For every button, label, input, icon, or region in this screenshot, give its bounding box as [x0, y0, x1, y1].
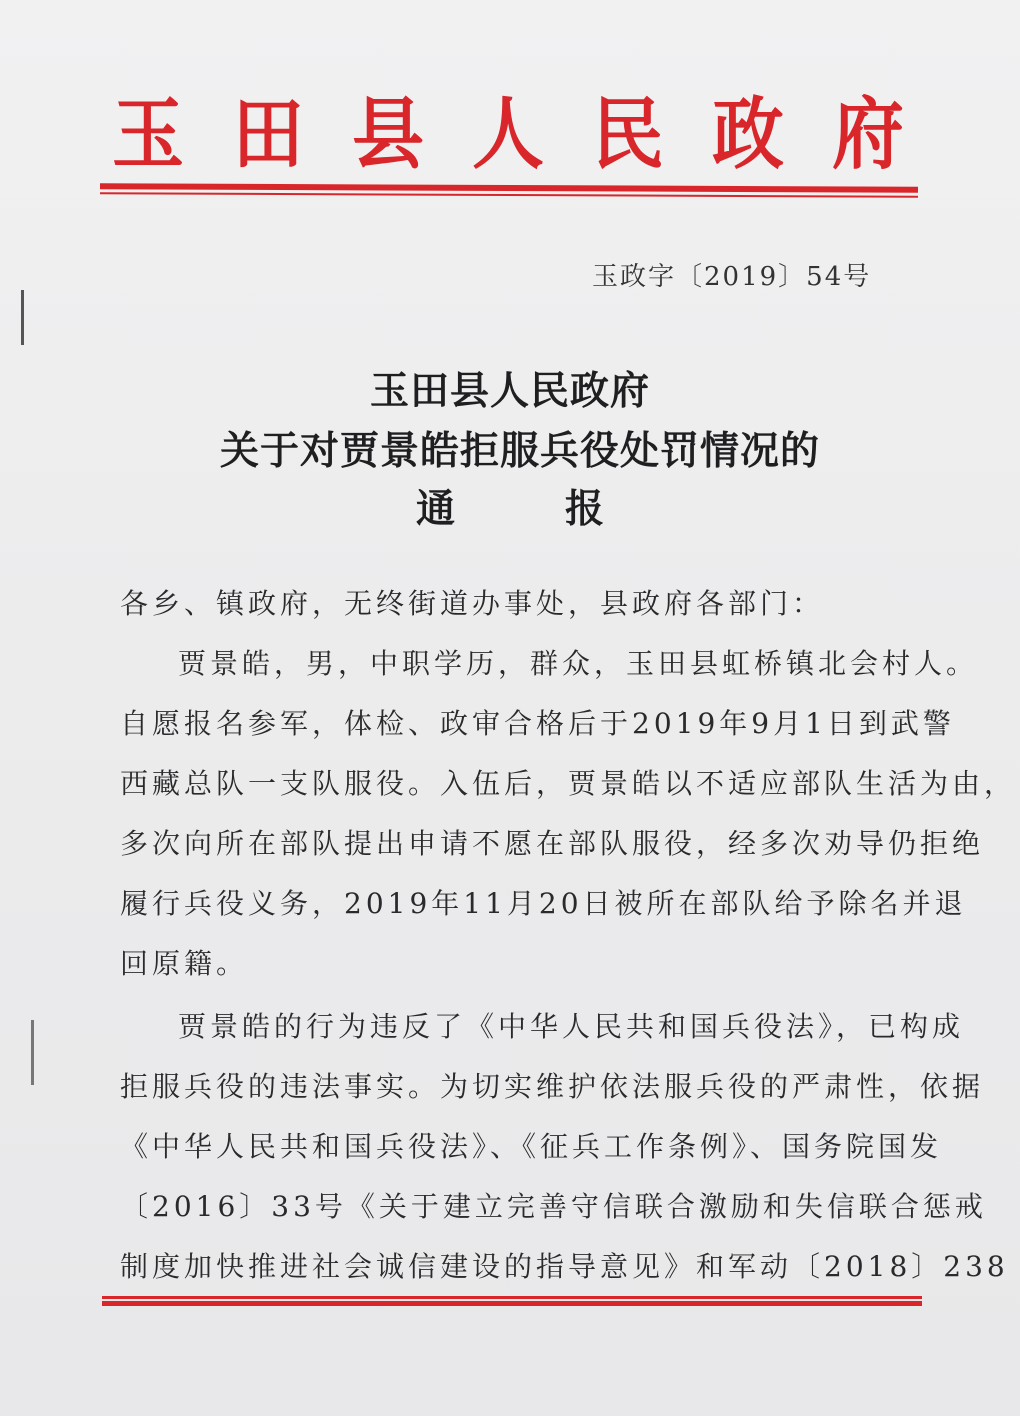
header-char: 田 [232, 89, 304, 180]
binder-mark-bottom [31, 1020, 34, 1085]
body-line: 贾景皓，男，中职学历，群众，玉田县虹桥镇北会村人。 [178, 647, 979, 680]
body-line: 履行兵役义务，2019年11月20日被所在部队给予除名并退 [120, 887, 967, 920]
header-char: 民 [592, 89, 664, 180]
body-line: 贾景皓的行为违反了《中华人民共和国兵役法》，已构成 [178, 1010, 965, 1043]
document-title-line-3 [0, 478, 1020, 534]
body-salutation: 各乡、镇政府，无终街道办事处，县政府各部门： [120, 587, 825, 620]
header-char: 政 [712, 89, 784, 180]
issuing-authority-header [98, 78, 918, 178]
header-red-rule-thick [100, 183, 918, 193]
header-char: 玉 [112, 89, 184, 180]
header-char: 府 [832, 89, 904, 180]
document-number: 玉政字〔2019〕54号 [592, 262, 872, 292]
body-line: 制度加快推进社会诚信建设的指导意见》和军动〔2018〕238 [120, 1250, 1009, 1283]
document-title-char: 报 [565, 486, 605, 532]
footer-red-rule-thin [102, 1296, 922, 1299]
body-line: 回原籍。 [120, 947, 249, 980]
body-line: 〔2016〕33号《关于建立完善守信联合激励和失信联合惩戒 [120, 1190, 987, 1223]
document-title-char: 通 [415, 486, 455, 532]
body-line: 西藏总队一支队服役。入伍后，贾景皓以不适应部队生活为由， [120, 767, 1017, 800]
binder-mark-top [21, 290, 24, 345]
header-char: 县 [352, 89, 424, 180]
header-char: 人 [472, 89, 544, 180]
body-line: 多次向所在部队提出申请不愿在部队服役，经多次劝导仍拒绝 [120, 827, 985, 860]
body-line: 《中华人民共和国兵役法》、《征兵工作条例》、国务院国发 [120, 1130, 943, 1163]
document-title-line-1: 玉田县人民政府 [369, 368, 650, 414]
document-title-line-2: 关于对贾景皓拒服兵役处罚情况的 [219, 428, 820, 474]
footer-red-rule-thick [102, 1301, 922, 1306]
body-line: 自愿报名参军，体检、政审合格后于2019年9月1日到武警 [120, 707, 955, 740]
body-line: 拒服兵役的违法事实。为切实维护依法服兵役的严肃性，依据 [120, 1070, 985, 1103]
header-red-rule-thin [100, 192, 918, 198]
